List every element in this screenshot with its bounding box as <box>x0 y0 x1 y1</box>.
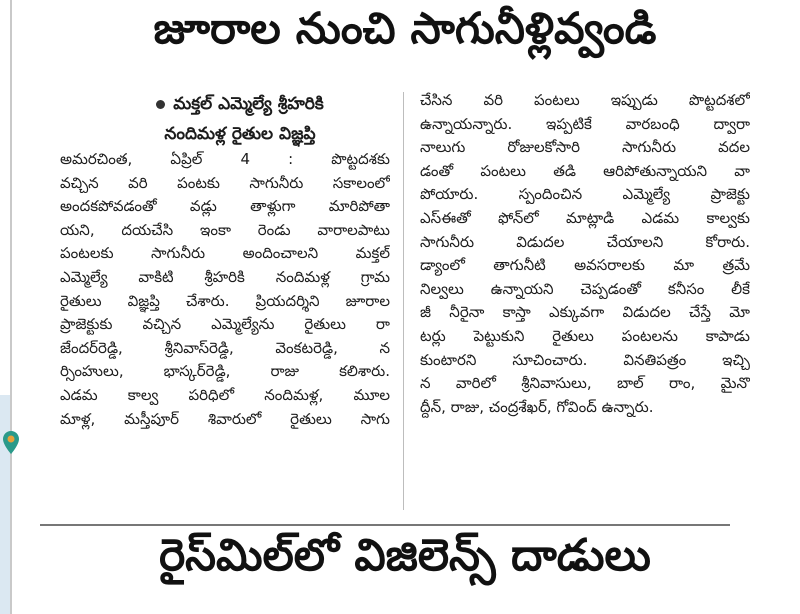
bullet-icon <box>156 100 165 109</box>
subhead-line: మక్తల్ ఎమ్మెల్యే శ్రీహరికి <box>90 89 390 119</box>
text-line: జేందర్‌రెడ్డి, శ్రీనివాస్‌రెడ్డి, వెంకటరెడ్డి, న <box>60 338 390 357</box>
text-line: టర్లు పెట్టుకుని రైతులు పంటలను కాపాడు <box>420 326 750 345</box>
location-pin-icon[interactable] <box>2 430 20 456</box>
text-line: ఎడమ కాల్వ పరిధిలో నందిమళ్ల, మూల <box>60 385 390 404</box>
text-line: రైతులు విజ్ఞప్తి చేశారు. ప్రియదర్శిని జూరాల <box>60 291 390 310</box>
article-subhead <box>90 89 390 149</box>
text-line: ఎస్ఈతో ఫోన్‌లో మాట్లాడి ఎడమ కాల్వకు <box>420 208 750 227</box>
text-line: ర్సింహులు, భాస్కర్‌రెడ్డి, రాజు కలిశారు. <box>60 362 390 381</box>
text-line: వచ్చిన వరి పంటకు సాగునీరు సకాలంలో <box>60 173 390 192</box>
text-line: ప్రాజెక్టుకు వచ్చిన ఎమ్మెల్యేను రైతులు రా <box>60 315 390 334</box>
subhead-line: నందిమళ్ల రైతుల విజ్ఞప్తి <box>164 124 316 144</box>
text-line: మాళ్ల, మస్తీపూర్ శివారులో రైతులు సాగు <box>60 409 390 428</box>
text-line: నాలుగు రోజులకోసారి సాగునీరు వదల <box>420 138 750 157</box>
text-line: అందకపోవడంతో వడ్లు తాళ్లుగా మారిపోతా <box>60 197 390 216</box>
text-line: ద్దీన్, రాజు, చంద్రశేఖర్, గోవింద్ ఉన్నారు. <box>420 397 654 416</box>
text-line: పోయారు. స్పందించిన ఎమ్మెల్యే ప్రాజెక్టు <box>420 185 750 204</box>
text-line: ఎమ్మెల్యే వాకిటి శ్రీహరికి నందిమళ్ల గ్రామ <box>60 267 390 286</box>
text-line: కుంటారని సూచించారు. వినతిపత్రం ఇచ్చి <box>420 350 750 369</box>
article-headline-2: రైస్‌మిల్‌లో విజిలెన్స్ దాడులు <box>159 530 651 581</box>
article-headline: జూరాల నుంచి సాగునీళ్లివ్వండి <box>153 4 657 54</box>
text-line: చేసిన వరి పంటలు ఇప్పుడు పొట్టదశలో <box>420 91 750 109</box>
article-separator <box>40 524 730 526</box>
text-line: సాగునీరు విడుదల చేయాలని కోరారు. <box>420 232 750 251</box>
text-line: డ్యాంలో తాగునీటి అవసరాలకు మా త్రమే <box>420 256 750 275</box>
text-line: పంటలకు సాగునీరు అందించాలని మక్తల్ <box>60 244 390 263</box>
article-column-right <box>420 89 750 419</box>
article-column-left <box>60 148 390 431</box>
text-line: నిల్వలు ఉన్నాయని చెప్పడంతో కనీసం లీకే <box>420 279 750 298</box>
text-line: యని, దయచేసి ఇంకా రెండు వారాలపాటు <box>60 220 390 239</box>
text-line: న వారిలో శ్రీనివాసులు, బాల్ రాం, మైనొ <box>420 374 750 393</box>
text-line: జీ నీరైనా కాస్తా ఎక్కువగా విడుదల చేస్తే మో <box>420 303 750 322</box>
text-line: ఉన్నాయన్నారు. ఇప్పటికే వారబంధి ద్వారా <box>420 114 750 133</box>
text-line: డంతో పంటలు తడి ఆరిపోతున్నాయని వా <box>420 161 750 180</box>
text-line: అమరచింత, ఏప్రిల్ 4 : పొట్టదశకు <box>60 150 390 168</box>
page-edge-tint <box>0 395 10 614</box>
column-divider <box>403 92 404 510</box>
page-edge-rule <box>10 0 12 614</box>
